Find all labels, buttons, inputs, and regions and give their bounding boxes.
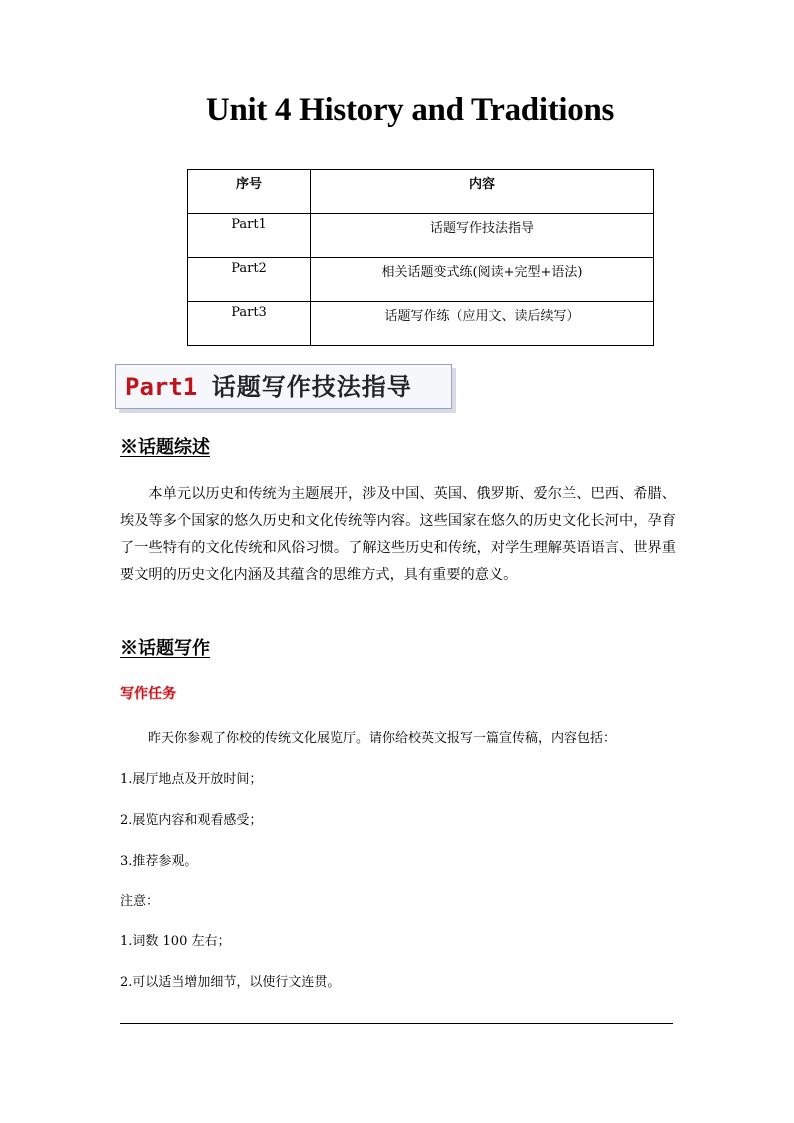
- note-label: 注意：: [120, 894, 160, 909]
- document-title: Unit 4 History and Traditions: [205, 92, 615, 128]
- table-row: [188, 214, 654, 258]
- table-cell-index: Part1: [188, 214, 311, 258]
- table-cell-content: 话题写作练（应用文、读后续写）: [311, 302, 654, 346]
- contents-table: [187, 169, 654, 346]
- list-item: 3.推荐参观。: [120, 854, 198, 869]
- writing-answer-line: [120, 1023, 673, 1024]
- table-row: [188, 302, 654, 346]
- note-item: 2.可以适当增加细节，以使行文连贯。: [120, 975, 341, 990]
- part-banner: [115, 364, 452, 409]
- table-cell-content: 话题写作技法指导: [311, 214, 654, 258]
- overview-paragraph: 本单元以历史和传统为主题展开，涉及中国、英国、俄罗斯、爱尔兰、巴西、希腊、埃及等多个国家的悠久历史和文化传统等内容。这些国家在悠久的历史文化长河中，孕育了一些特有的文化传统和风俗习惯。了解这些历史和传统，对学生理解英语语言、世界重要文明的历史文化内涵及其蕴含的思维方式，具有重要的意义。: [120, 486, 676, 583]
- table-cell-index: Part2: [188, 258, 311, 302]
- writing-task-subheading: 写作任务: [120, 686, 176, 702]
- list-item: 2.展览内容和观看感受；: [120, 813, 263, 828]
- writing-heading: ※话题写作: [120, 638, 210, 659]
- table-cell-index: Part3: [188, 302, 311, 346]
- overview-heading: ※话题综述: [120, 437, 210, 458]
- part-banner-number: Part1: [125, 373, 198, 401]
- table-header-row: [188, 170, 654, 214]
- task-intro: 昨天你参观了你校的传统文化展览厅。请你给校英文报写一篇宣传稿，内容包括：: [148, 731, 617, 746]
- note-item: 1.词数 100 左右；: [120, 934, 231, 949]
- table-cell-content: 相关话题变式练(阅读+完型+语法): [311, 258, 654, 302]
- table-row: [188, 258, 654, 302]
- list-item: 1.展厅地点及开放时间；: [120, 772, 263, 787]
- table-header-index: 序号: [188, 170, 311, 214]
- part-banner-title: 话题写作技法指导: [211, 373, 412, 401]
- table-header-content: 内容: [311, 170, 654, 214]
